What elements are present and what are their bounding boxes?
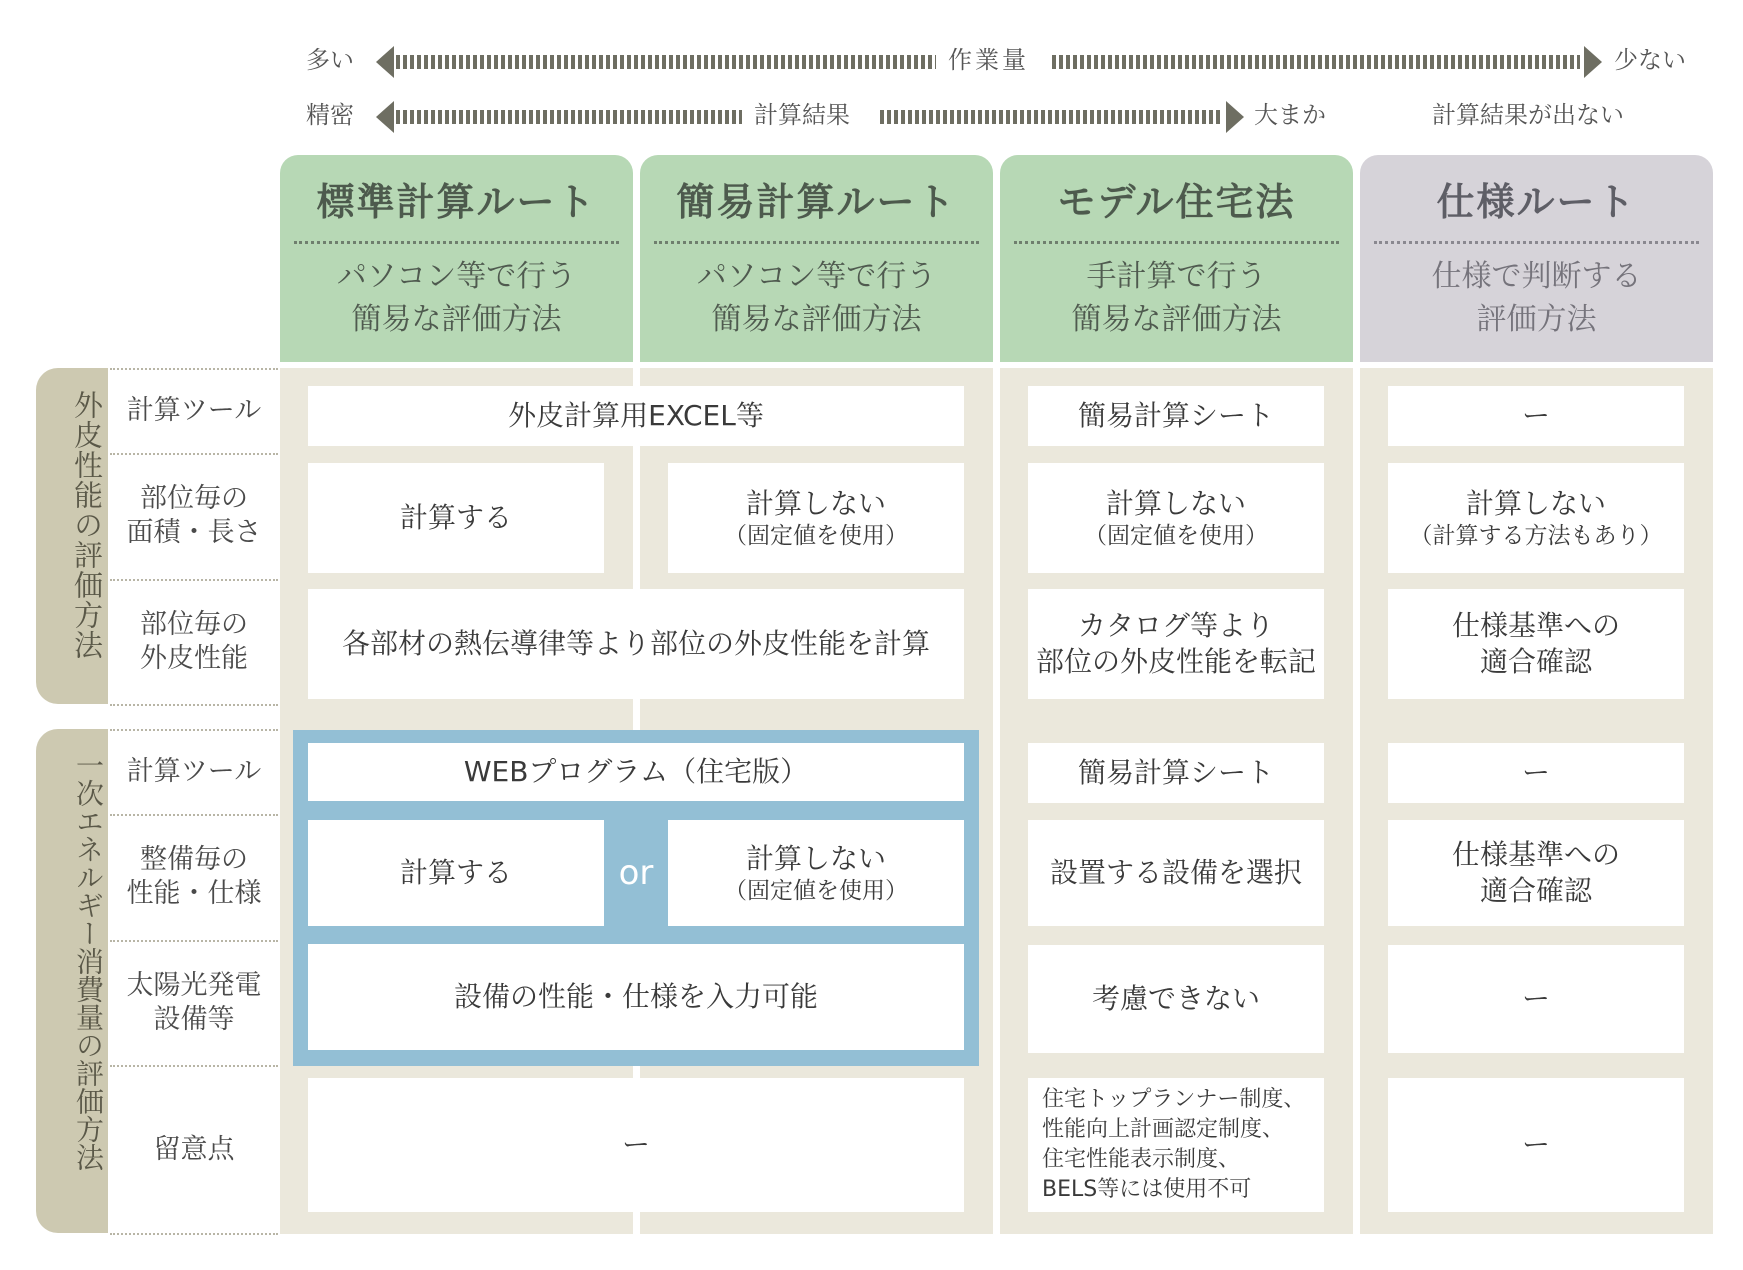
work-more-label: 多い — [306, 46, 354, 74]
row-label-envelope-perf: 部位毎の 外皮性能 — [140, 609, 248, 674]
column-title: 標準計算ルート — [316, 180, 597, 224]
arrow-left-icon — [376, 46, 394, 78]
column-subtitle: パソコン等で行う 簡易な評価方法 — [696, 259, 937, 337]
cell-equip-simple: 計算しない （固定値を使用） — [668, 820, 964, 926]
cell-area-spec: 計算しない （計算する方法もあり） — [1388, 463, 1684, 573]
result-precise-label: 精密 — [306, 101, 354, 129]
cell-envelope-tool-std: 外皮計算用EXCEL等 — [308, 386, 964, 446]
result-rough-label: 大まか — [1254, 101, 1326, 129]
cell-solar-std: 設備の性能・仕様を入力可能 — [308, 944, 964, 1050]
cell-solar-model: 考慮できない — [1028, 945, 1324, 1053]
column-header-simple — [640, 155, 993, 362]
arrow-left-icon — [376, 101, 394, 133]
header-divider — [654, 241, 979, 244]
row-label-envelope-tool: 計算ツール — [126, 395, 262, 426]
section-energy-label: 一次エネルギー消費量の評価方法 — [72, 751, 105, 1171]
cell-equip-model: 設置する設備を選択 — [1028, 820, 1324, 926]
cell-equip-spec: 仕様基準への 適合確認 — [1388, 820, 1684, 926]
section-envelope-label: 外皮性能の評価方法 — [70, 390, 104, 660]
row-divider — [110, 704, 278, 706]
result-center-label: 計算結果 — [754, 101, 850, 129]
row-label-notes: 留意点 — [153, 1134, 235, 1165]
cell-energy-tool-std: WEBプログラム（住宅版） — [308, 743, 964, 801]
cell-envelope-tool-spec: ー — [1388, 386, 1684, 446]
work-less-label: 少ない — [1614, 46, 1686, 74]
cell-energy-tool-model: 簡易計算シート — [1028, 743, 1324, 803]
header-divider — [1374, 241, 1699, 244]
row-label-energy-tool: 計算ツール — [126, 756, 262, 787]
column-subtitle: 仕様で判断する 評価方法 — [1431, 259, 1642, 337]
work-bar-left — [396, 55, 936, 69]
header-divider — [1014, 241, 1339, 244]
section-envelope — [36, 368, 108, 704]
cell-envperf-std: 各部材の熱伝導律等より部位の外皮性能を計算 — [308, 589, 964, 699]
cell-envelope-tool-model: 簡易計算シート — [1028, 386, 1324, 446]
result-none-label: 計算結果が出ない — [1432, 101, 1624, 129]
cell-equip-std: 計算する — [308, 820, 604, 926]
cell-area-model: 計算しない （固定値を使用） — [1028, 463, 1324, 573]
cell-envperf-spec: 仕様基準への 適合確認 — [1388, 589, 1684, 699]
cell-area-std: 計算する — [308, 463, 604, 573]
column-title: 仕様ルート — [1436, 180, 1637, 224]
result-bar-right — [880, 110, 1222, 124]
result-bar-left — [396, 110, 742, 124]
row-label-equipment: 整備毎の 性能・仕様 — [126, 844, 262, 909]
or-label: or — [618, 853, 654, 893]
column-subtitle: 手計算で行う 簡易な評価方法 — [1071, 259, 1282, 337]
column-title: モデル住宅法 — [1057, 180, 1296, 224]
row-divider — [110, 1233, 278, 1235]
cell-envperf-model: カタログ等より 部位の外皮性能を転記 — [1028, 589, 1324, 699]
column-subtitle: パソコン等で行う 簡易な評価方法 — [336, 259, 577, 337]
header-divider — [294, 241, 619, 244]
cell-notes-std: ー — [308, 1078, 964, 1212]
row-label-solar: 太陽光発電 設備等 — [126, 970, 262, 1035]
column-header-standard — [280, 155, 633, 362]
section-energy — [36, 729, 108, 1233]
cell-notes-spec: ー — [1388, 1078, 1684, 1212]
cell-energy-tool-spec: ー — [1388, 743, 1684, 803]
cell-notes-model: 住宅トップランナー制度、 性能向上計画認定制度、 住宅性能表示制度、 BELS等には使用不可 — [1028, 1078, 1324, 1212]
column-header-model — [1000, 155, 1353, 362]
work-bar-right — [1052, 55, 1580, 69]
column-header-spec — [1360, 155, 1713, 362]
column-title: 簡易計算ルート — [676, 180, 957, 224]
row-label-area-length: 部位毎の 面積・長さ — [126, 483, 262, 548]
arrow-right-icon — [1226, 101, 1244, 133]
work-center-label: 作業量 — [948, 46, 1029, 74]
arrow-right-icon — [1584, 46, 1602, 78]
cell-solar-spec: ー — [1388, 945, 1684, 1053]
cell-area-simple: 計算しない （固定値を使用） — [668, 463, 964, 573]
